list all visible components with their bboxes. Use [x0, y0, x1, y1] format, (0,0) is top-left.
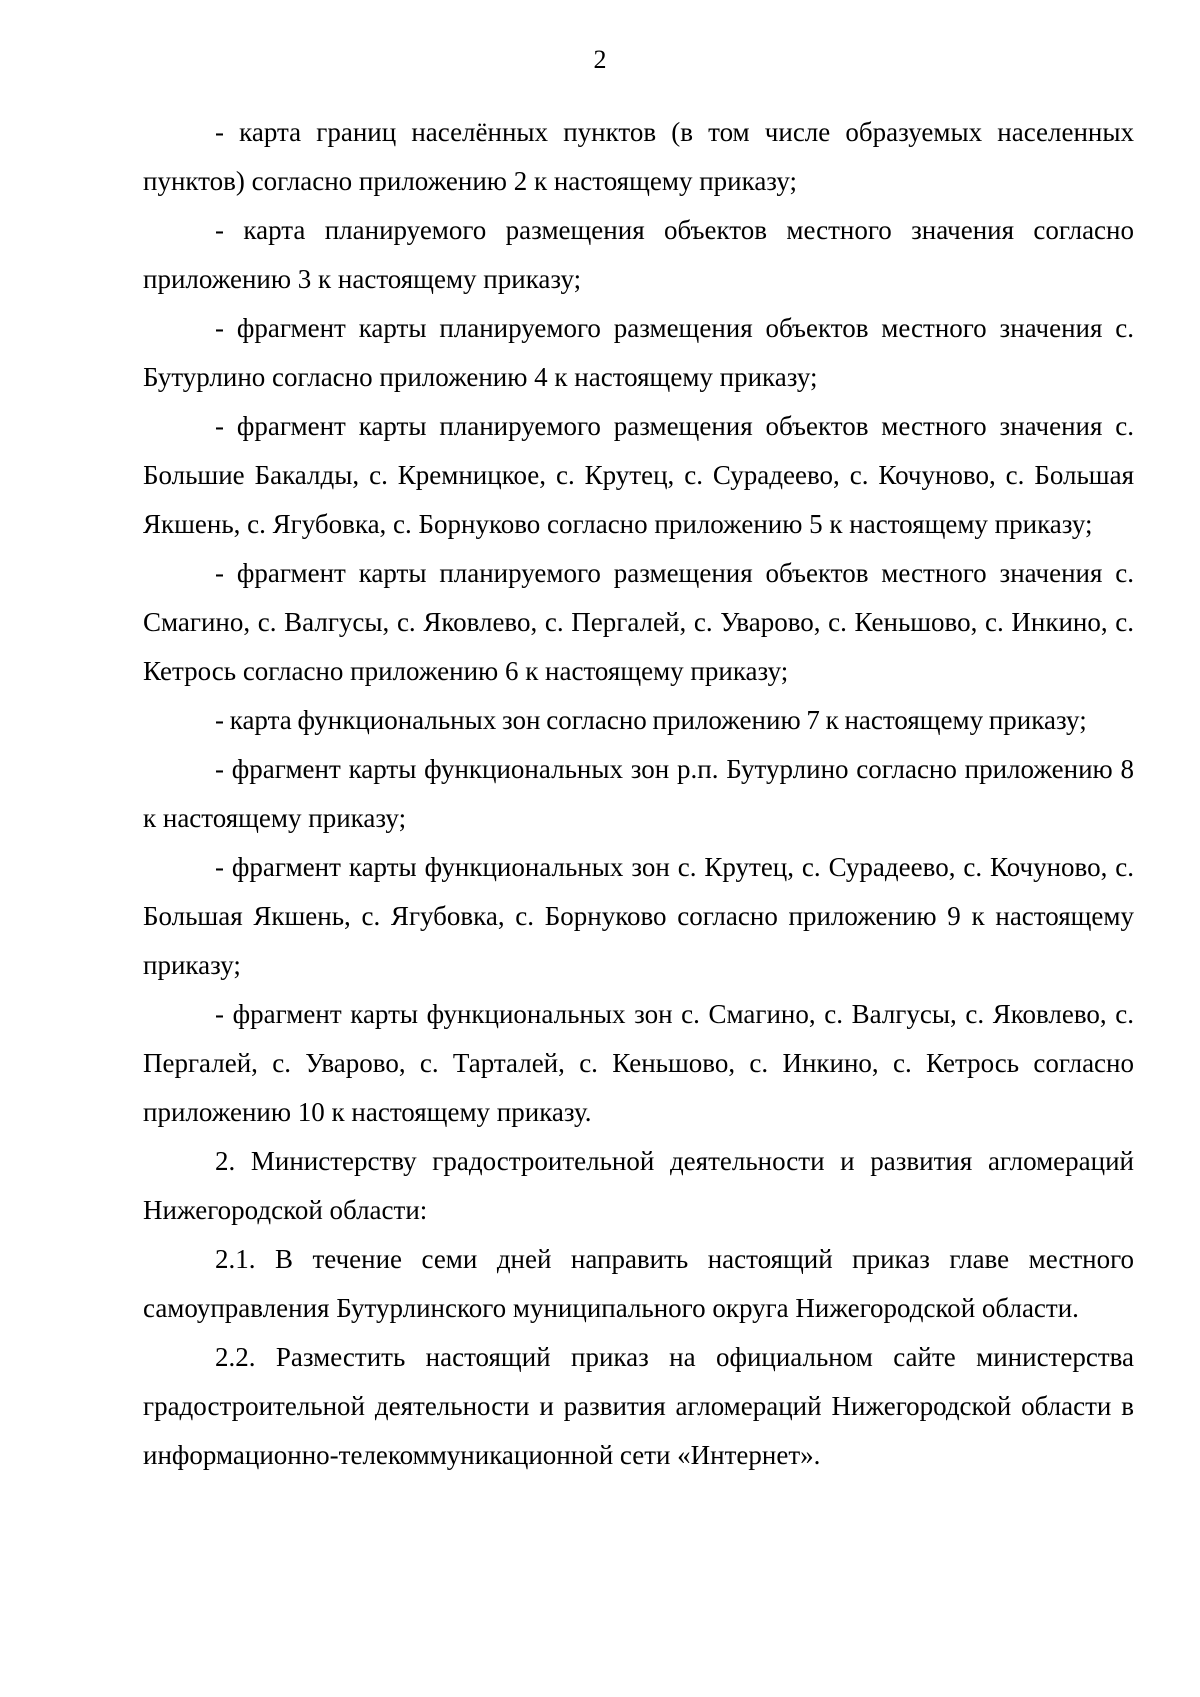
page-number: 2: [593, 45, 607, 74]
paragraph-local-objects-fragment-buturlino: - фрагмент карты планируемого размещения объектов местного значения с. Бутурлино согласно приложению 4 к настоящему приказу;: [143, 313, 1134, 392]
paragraph-functional-zones-fragment-appendix-10: - фрагмент карты функциональных зон с. Смагино, с. Валгусы, с. Яковлево, с. Пергалей, с. Уварово, с. Тарталей, с. Кеньшово, с. Инкино, с. Кетрось согласно приложению 10 к настоящему приказу.: [143, 999, 1134, 1127]
paragraph-functional-zones-map: - карта функциональных зон согласно приложению 7 к настоящему приказу;: [215, 705, 1087, 735]
paragraph-item-2-2: 2.2. Разместить настоящий приказ на официальном сайте министерства градостроительной деятельности и развития агломераций Нижегородской области в информационно-телекоммуникационной сети «Интернет».: [143, 1342, 1134, 1470]
paragraph-item-2-ministry: 2. Министерству градостроительной деятельности и развития агломераций Нижегородской области:: [143, 1146, 1134, 1225]
paragraph-functional-zones-fragment-buturlino: - фрагмент карты функциональных зон р.п. Бутурлино согласно приложению 8 к настоящему приказу;: [143, 754, 1134, 833]
paragraph-local-objects-map: - карта планируемого размещения объектов местного значения согласно приложению 3 к настоящему приказу;: [143, 215, 1134, 294]
paragraph-settlement-borders-map: - карта границ населённых пунктов (в том числе образуемых населенных пунктов) согласно приложению 2 к настоящему приказу;: [143, 117, 1134, 196]
paragraph-item-2-1: 2.1. В течение семи дней направить настоящий приказ главе местного самоуправления Бутурлинского муниципального округа Нижегородской области.: [143, 1244, 1134, 1323]
paragraph-functional-zones-fragment-appendix-9: - фрагмент карты функциональных зон с. Крутец, с. Сурадеево, с. Кочуново, с. Большая Якшень, с. Ягубовка, с. Борнуково согласно приложению 9 к настоящему приказу;: [143, 852, 1134, 980]
paragraph-local-objects-fragment-appendix-6: - фрагмент карты планируемого размещения объектов местного значения с. Смагино, с. Валгусы, с. Яковлево, с. Пергалей, с. Уварово, с. Кеньшово, с. Инкино, с. Кетрось согласно приложению 6 к настоящему приказу;: [143, 558, 1134, 686]
document-body: [143, 108, 1134, 1480]
paragraph-local-objects-fragment-appendix-5: - фрагмент карты планируемого размещения объектов местного значения с. Большие Бакалды, с. Кремницкое, с. Крутец, с. Сурадеево, с. Кочуново, с. Большая Якшень, с. Ягубовка, с. Борнуково согласно приложению 5 к настоящему приказу;: [143, 411, 1134, 539]
